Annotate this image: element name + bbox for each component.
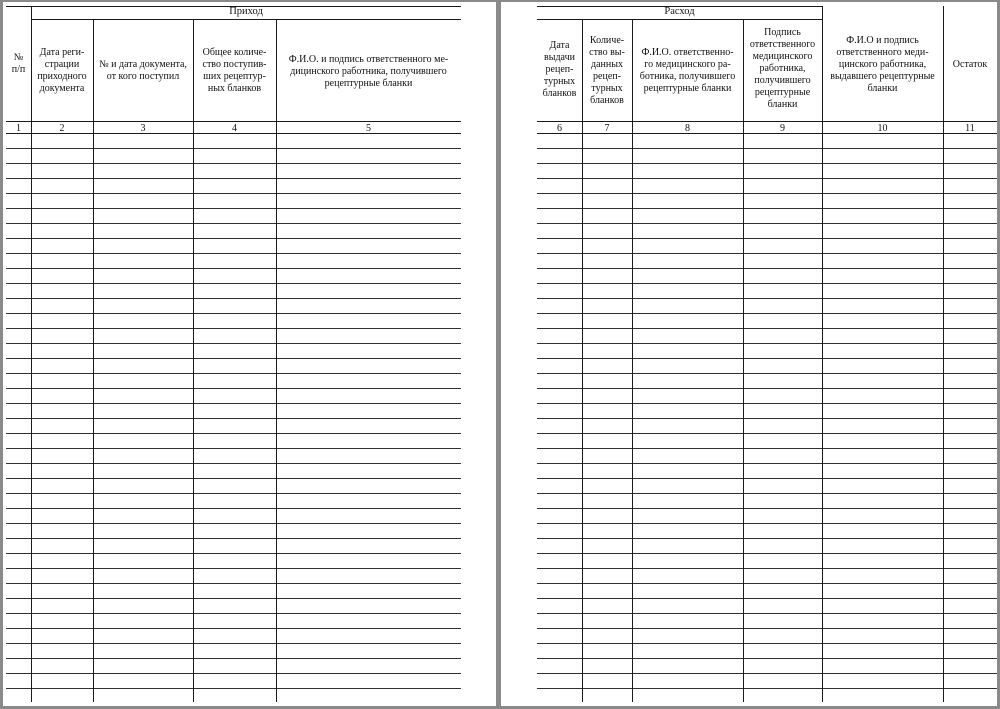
table-row-line	[6, 388, 461, 389]
table-row-line	[537, 343, 997, 344]
column-header: № и дата документа, от кого поступил	[99, 59, 187, 82]
column-header: Количе- ство вы- данных рецеп- турных бланков	[589, 35, 625, 106]
table-row-line	[6, 193, 461, 194]
table-row-line	[537, 328, 997, 329]
column-number: 11	[965, 123, 975, 134]
column-number: 10	[877, 123, 888, 134]
table-row-line	[6, 268, 461, 269]
table-row-line	[537, 508, 997, 509]
table-row-line	[537, 433, 997, 434]
column-header: Остаток	[952, 59, 988, 70]
table-row-line	[537, 478, 997, 479]
column-number: 5	[366, 123, 371, 134]
table-row-line	[6, 643, 461, 644]
table-row-line	[6, 373, 461, 374]
table-row-line	[537, 268, 997, 269]
table-row-line	[537, 613, 997, 614]
column-number: 2	[59, 123, 65, 134]
table-row-line	[537, 628, 997, 629]
column-number: 4	[232, 123, 237, 134]
table-row-line	[6, 223, 461, 224]
table-row-line	[537, 373, 997, 374]
group-header-expense: Расход	[664, 6, 695, 17]
table-row-line	[537, 313, 997, 314]
header-bottom-line	[537, 121, 997, 122]
table-row-line	[537, 358, 997, 359]
table-row-line	[6, 538, 461, 539]
table-row-line	[537, 418, 997, 419]
table-row-line	[6, 433, 461, 434]
table-row-line	[537, 688, 997, 689]
table-row-line	[6, 463, 461, 464]
ledger-page-right	[501, 2, 997, 706]
table-row-line	[537, 658, 997, 659]
table-row-line	[6, 208, 461, 209]
table-row-line	[6, 358, 461, 359]
table-row-line	[537, 178, 997, 179]
table-row-line	[6, 478, 461, 479]
column-header: Ф.И.О. и подпись ответственного ме- дицинского работника, получившего рецептурные бланки	[288, 54, 449, 89]
column-divider	[276, 19, 277, 702]
table-row-line	[6, 403, 461, 404]
table-row-line	[6, 508, 461, 509]
table-row-line	[6, 238, 461, 239]
column-header: Общее количе- ство поступив- ших рецептур- ных бланков	[202, 47, 267, 94]
table-row-line	[6, 328, 461, 329]
table-row-line	[6, 523, 461, 524]
table-row-line	[537, 223, 997, 224]
table-row-line	[6, 178, 461, 179]
table-row-line	[537, 208, 997, 209]
column-number: 8	[685, 123, 690, 134]
group-header-income: Приход	[229, 6, 263, 17]
column-header: Подпись ответственного медицинского работника, получившего рецептурные бланки	[749, 27, 816, 110]
table-row-line	[537, 253, 997, 254]
header-bottom-line	[6, 121, 461, 122]
column-divider	[93, 19, 94, 702]
table-row-line	[6, 613, 461, 614]
column-header: Дата выдачи рецеп- турных бланков	[542, 40, 577, 99]
table-row-line	[6, 148, 461, 149]
column-header: Ф.И.О и подпись ответственного меди- цинского работника, выдавшего рецептурные бланки	[830, 35, 935, 94]
table-row-line	[537, 388, 997, 389]
table-row-line	[537, 238, 997, 239]
table-row-line	[6, 343, 461, 344]
table-row-line	[537, 643, 997, 644]
column-divider	[582, 19, 583, 702]
table-row-line	[6, 163, 461, 164]
column-divider	[743, 19, 744, 702]
table-row-line	[6, 553, 461, 554]
table-row-line	[6, 583, 461, 584]
group-header-divider	[537, 19, 822, 20]
table-row-line	[537, 673, 997, 674]
table-row-line	[6, 568, 461, 569]
column-header: Ф.И.О. ответственно- го медицинского ра- ботника, получившего рецептурные бланки	[639, 47, 736, 94]
table-row-line	[6, 448, 461, 449]
table-row-line	[6, 658, 461, 659]
table-row-line	[6, 313, 461, 314]
table-row-line	[537, 448, 997, 449]
table-row-line	[6, 283, 461, 284]
table-row-line	[537, 163, 997, 164]
table-row-line	[537, 598, 997, 599]
column-number: 3	[140, 123, 146, 134]
table-row-line	[537, 193, 997, 194]
column-header: № п/п	[11, 52, 26, 75]
table-row-line	[537, 283, 997, 284]
table-row-line	[6, 298, 461, 299]
table-row-line	[537, 538, 997, 539]
column-number: 1	[16, 123, 21, 134]
table-row-line	[6, 598, 461, 599]
table-row-line	[6, 418, 461, 419]
table-row-line	[537, 148, 997, 149]
column-number: 7	[604, 123, 610, 134]
table-row-line	[537, 553, 997, 554]
column-number: 9	[780, 123, 785, 134]
column-number: 6	[557, 123, 562, 134]
table-row-line	[537, 403, 997, 404]
table-row-line	[537, 463, 997, 464]
table-row-line	[537, 568, 997, 569]
table-row-line	[6, 628, 461, 629]
ledger-page-left	[3, 2, 496, 706]
table-row-line	[6, 688, 461, 689]
column-divider	[632, 19, 633, 702]
table-row-line	[6, 673, 461, 674]
table-row-line	[537, 298, 997, 299]
table-row-line	[6, 253, 461, 254]
column-divider	[193, 19, 194, 702]
table-row-line	[537, 493, 997, 494]
table-row-line	[6, 493, 461, 494]
table-row-line	[537, 523, 997, 524]
group-header-divider	[31, 19, 461, 20]
table-row-line	[537, 583, 997, 584]
column-header: Дата реги- страции приходного документа	[37, 47, 87, 94]
